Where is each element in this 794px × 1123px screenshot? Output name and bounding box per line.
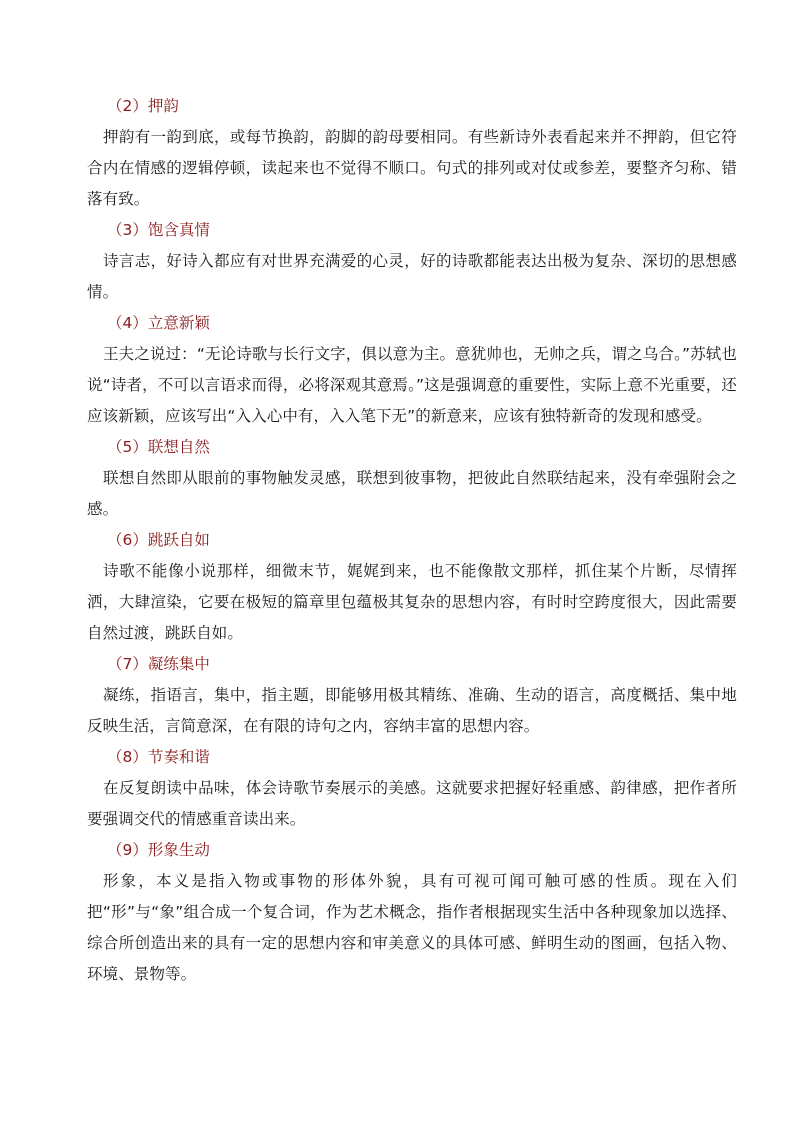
section-heading: （4）立意新颖: [107, 314, 210, 332]
section-free-leaping: [87, 525, 737, 649]
section-heading: （8）节奏和谐: [107, 748, 210, 766]
section-heading: （7）凝练集中: [107, 655, 210, 673]
section-true-feeling: [87, 215, 737, 308]
section-paragraph: 凝练，指语言，集中，指主题，即能够用极其精练、准确、生动的语言，高度概括、集中地反映生活，言简意深，在有限的诗句之内，容纳丰富的思想内容。: [87, 686, 737, 735]
section-paragraph: 王夫之说过：“无论诗歌与长行文字，俱以意为主。意犹帅也，无帅之兵，谓之乌合。”苏轼也说“诗者，不可以言语求而得，必将深观其意焉。”这是强调意的重要性，实际上意不光重要，还应该新颖，应该写出“入入心中有，入入笔下无”的新意来，应该有独特新奇的发现和感受。: [87, 345, 737, 425]
section-heading: （2）押韵: [107, 97, 179, 115]
section-heading: （5）联想自然: [107, 438, 210, 456]
section-paragraph: 联想自然即从眼前的事物触发灵感，联想到彼事物，把彼此自然联结起来，没有牵强附会之感。: [87, 469, 737, 518]
section-vivid-image: [87, 835, 737, 990]
section-natural-association: [87, 432, 737, 525]
section-paragraph: 诗歌不能像小说那样，细微末节，娓娓到来，也不能像散文那样，抓住某个片断，尽情挥洒，大肆渲染，它要在极短的篇章里包蕴极其复杂的思想内容，有时时空跨度很大，因此需要自然过渡，跳跃自如。: [87, 562, 737, 642]
section-concise-focus: [87, 649, 737, 742]
section-heading: （3）饱含真情: [107, 221, 210, 239]
section-heading: （6）跳跃自如: [107, 531, 210, 549]
section-paragraph: 在反复朗读中品味，体会诗歌节奏展示的美感。这就要求把握好轻重感、韵律感，把作者所要强调交代的情感重音读出来。: [87, 779, 737, 828]
section-novel-idea: [87, 308, 737, 432]
section-paragraph: 诗言志，好诗入都应有对世界充满爱的心灵，好的诗歌都能表达出极为复杂、深切的思想感情。: [87, 252, 737, 301]
section-paragraph: 形象，本义是指入物或事物的形体外貌，具有可视可闻可触可感的性质。现在入们把“形”与“象”组合成一个复合词，作为艺术概念，指作者根据现实生活中各种现象加以选择、综合所创造出来的具有一定的思想内容和审美意义的具体可感、鲜明生动的图画，包括入物、环境、景物等。: [87, 872, 737, 983]
section-harmonious-rhythm: [87, 742, 737, 835]
document-content: [87, 91, 737, 990]
section-rhyme: [87, 91, 737, 215]
section-heading: （9）形象生动: [107, 841, 210, 859]
section-paragraph: 押韵有一韵到底，或每节换韵，韵脚的韵母要相同。有些新诗外表看起来并不押韵，但它符合内在情感的逻辑停顿，读起来也不觉得不顺口。句式的排列或对仗或参差，要整齐匀称、错落有致。: [87, 128, 737, 208]
